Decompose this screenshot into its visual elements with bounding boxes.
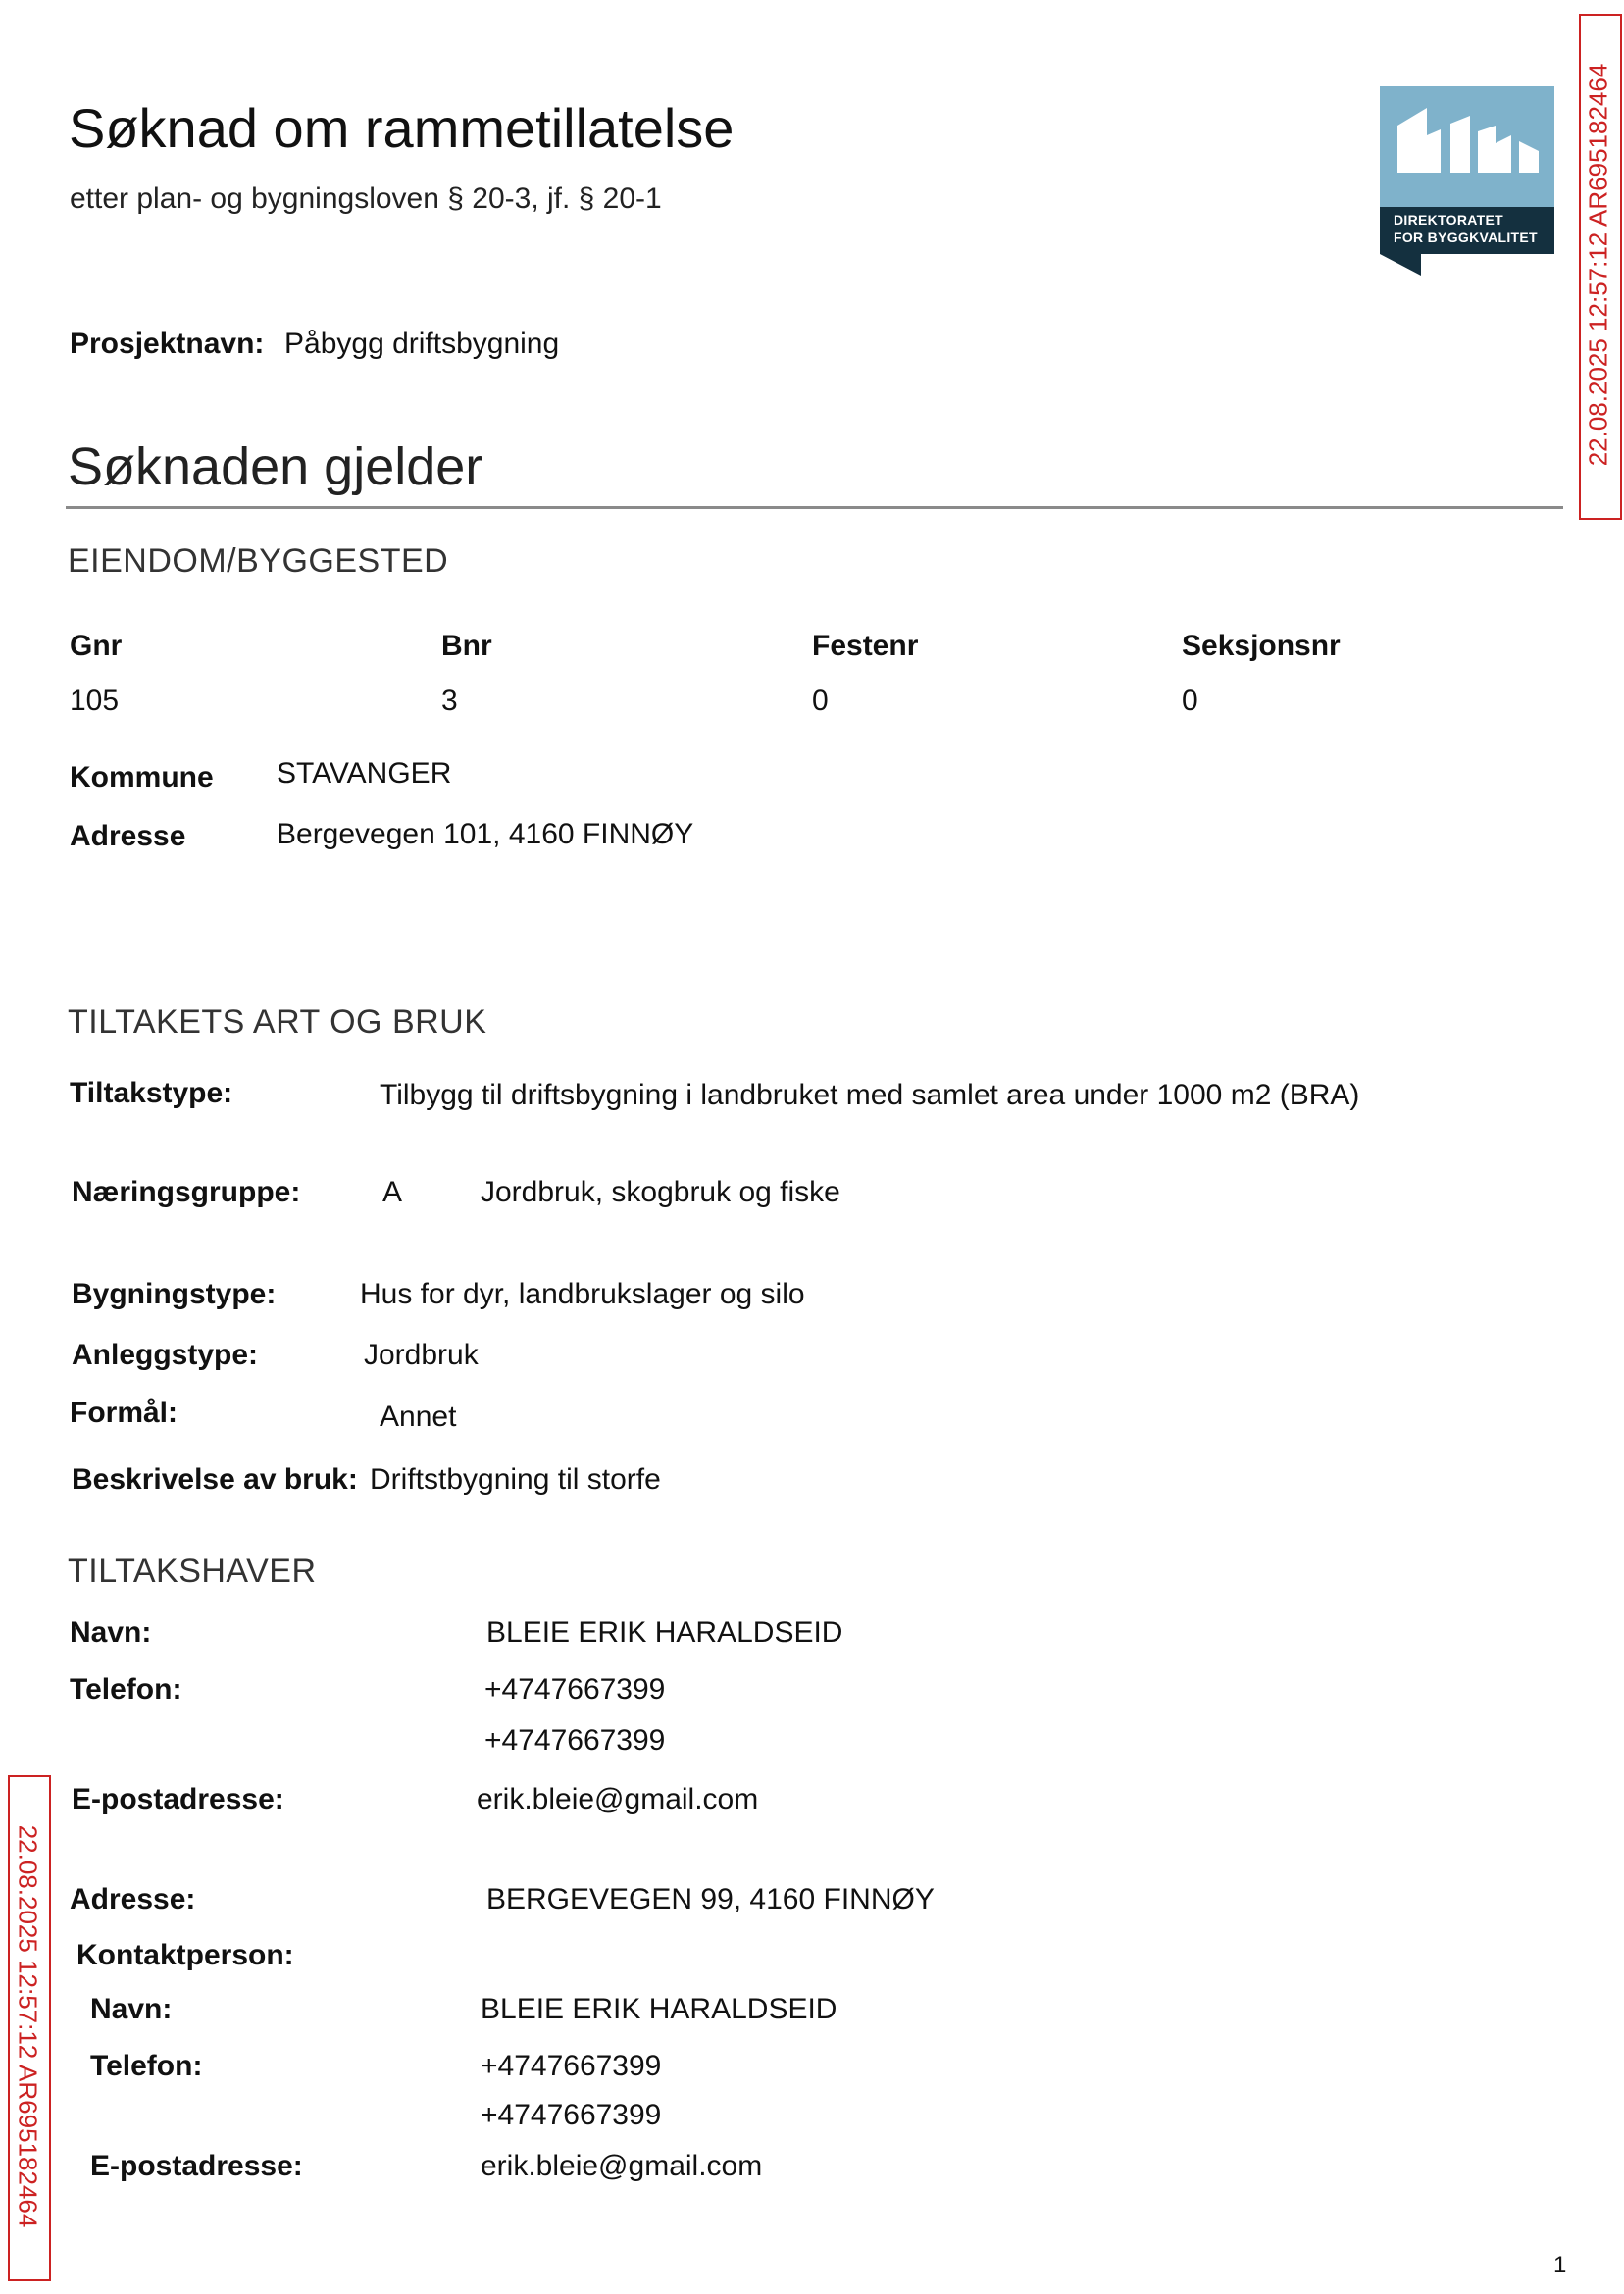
naeringsgruppe-value: Jordbruk, skogbruk og fiske xyxy=(481,1176,840,1208)
tiltakshaver-navn-value: BLEIE ERIK HARALDSEID xyxy=(486,1616,843,1649)
logo-graphic xyxy=(1380,86,1554,276)
tiltakshaver-epost-value: erik.bleie@gmail.com xyxy=(477,1783,759,1815)
anleggstype-label: Anleggstype: xyxy=(72,1339,259,1371)
kontakt-telefon-value-2: +4747667399 xyxy=(481,2099,662,2131)
bnr-value: 3 xyxy=(441,685,458,717)
kommune-value: STAVANGER xyxy=(277,757,452,790)
beskrivelse-label: Beskrivelse av bruk: xyxy=(72,1463,358,1496)
project-value: Påbygg driftsbygning xyxy=(284,328,560,360)
beskrivelse-value: Driftstbygning til storfe xyxy=(370,1463,661,1496)
tiltak-heading: TILTAKETS ART OG BRUK xyxy=(68,1003,487,1041)
bygningstype-label: Bygningstype: xyxy=(72,1278,277,1310)
section-divider xyxy=(66,506,1563,509)
page-number: 1 xyxy=(1553,2252,1567,2278)
kommune-label: Kommune xyxy=(70,761,214,793)
logo-line-1: DIREKTORATET xyxy=(1394,212,1503,228)
naeringsgruppe-label: Næringsgruppe: xyxy=(72,1176,301,1208)
project-label: Prosjektnavn: xyxy=(70,328,265,360)
kontakt-epost-label: E-postadresse: xyxy=(90,2150,303,2182)
kontakt-epost-value: erik.bleie@gmail.com xyxy=(481,2150,763,2182)
tiltakshaver-telefon-value-2: +4747667399 xyxy=(484,1724,666,1757)
formal-value: Annet xyxy=(380,1401,457,1433)
stamp-text-top: 22.08.2025 12:57:12 AR695182464 xyxy=(1583,63,1613,467)
formal-label: Formål: xyxy=(70,1397,178,1429)
tiltakshaver-navn-label: Navn: xyxy=(70,1616,152,1649)
logo-line-2: FOR BYGGKVALITET xyxy=(1394,229,1538,245)
kontakt-telefon-value-1: +4747667399 xyxy=(481,2050,662,2082)
anleggstype-value: Jordbruk xyxy=(364,1339,479,1371)
tiltakstype-value: Tilbygg til driftsbygning i landbruket med samlet area under 1000 m2 (BRA) xyxy=(380,1079,1360,1111)
tiltakshaver-telefon-value-1: +4747667399 xyxy=(484,1673,666,1706)
page-title: Søknad om rammetillatelse xyxy=(69,97,735,159)
kontaktperson-label: Kontaktperson: xyxy=(76,1939,294,1971)
property-heading: EIENDOM/BYGGESTED xyxy=(68,542,449,580)
adresse-label: Adresse xyxy=(70,820,186,852)
tiltakshaver-heading: TILTAKSHAVER xyxy=(68,1553,317,1590)
gnr-value: 105 xyxy=(70,685,120,717)
bnr-label: Bnr xyxy=(441,630,492,662)
seksjonsnr-value: 0 xyxy=(1182,685,1198,717)
kontakt-telefon-label: Telefon: xyxy=(90,2050,203,2082)
tiltakshaver-telefon-label: Telefon: xyxy=(70,1673,182,1706)
adresse-value: Bergevegen 101, 4160 FINNØY xyxy=(277,818,694,850)
dibk-logo xyxy=(1380,86,1554,276)
kontakt-navn-value: BLEIE ERIK HARALDSEID xyxy=(481,1993,837,2025)
kontakt-navn-label: Navn: xyxy=(90,1993,173,2025)
tiltakstype-label: Tiltakstype: xyxy=(70,1077,233,1109)
gnr-label: Gnr xyxy=(70,630,123,662)
page-subtitle: etter plan- og bygningsloven § 20-3, jf. § 20-1 xyxy=(70,182,662,215)
seksjonsnr-label: Seksjonsnr xyxy=(1182,630,1341,662)
festenr-label: Festenr xyxy=(812,630,919,662)
section-title: Søknaden gjelder xyxy=(68,437,483,496)
naeringsgruppe-code: A xyxy=(382,1176,403,1208)
tiltakshaver-adresse-label: Adresse: xyxy=(70,1883,196,1915)
tiltakshaver-epost-label: E-postadresse: xyxy=(72,1783,284,1815)
stamp-text-bottom: 22.08.2025 12:57:12 AR695182464 xyxy=(13,1824,43,2228)
festenr-value: 0 xyxy=(812,685,829,717)
tiltakshaver-adresse-value: BERGEVEGEN 99, 4160 FINNØY xyxy=(486,1883,935,1915)
bygningstype-value: Hus for dyr, landbrukslager og silo xyxy=(360,1278,805,1310)
